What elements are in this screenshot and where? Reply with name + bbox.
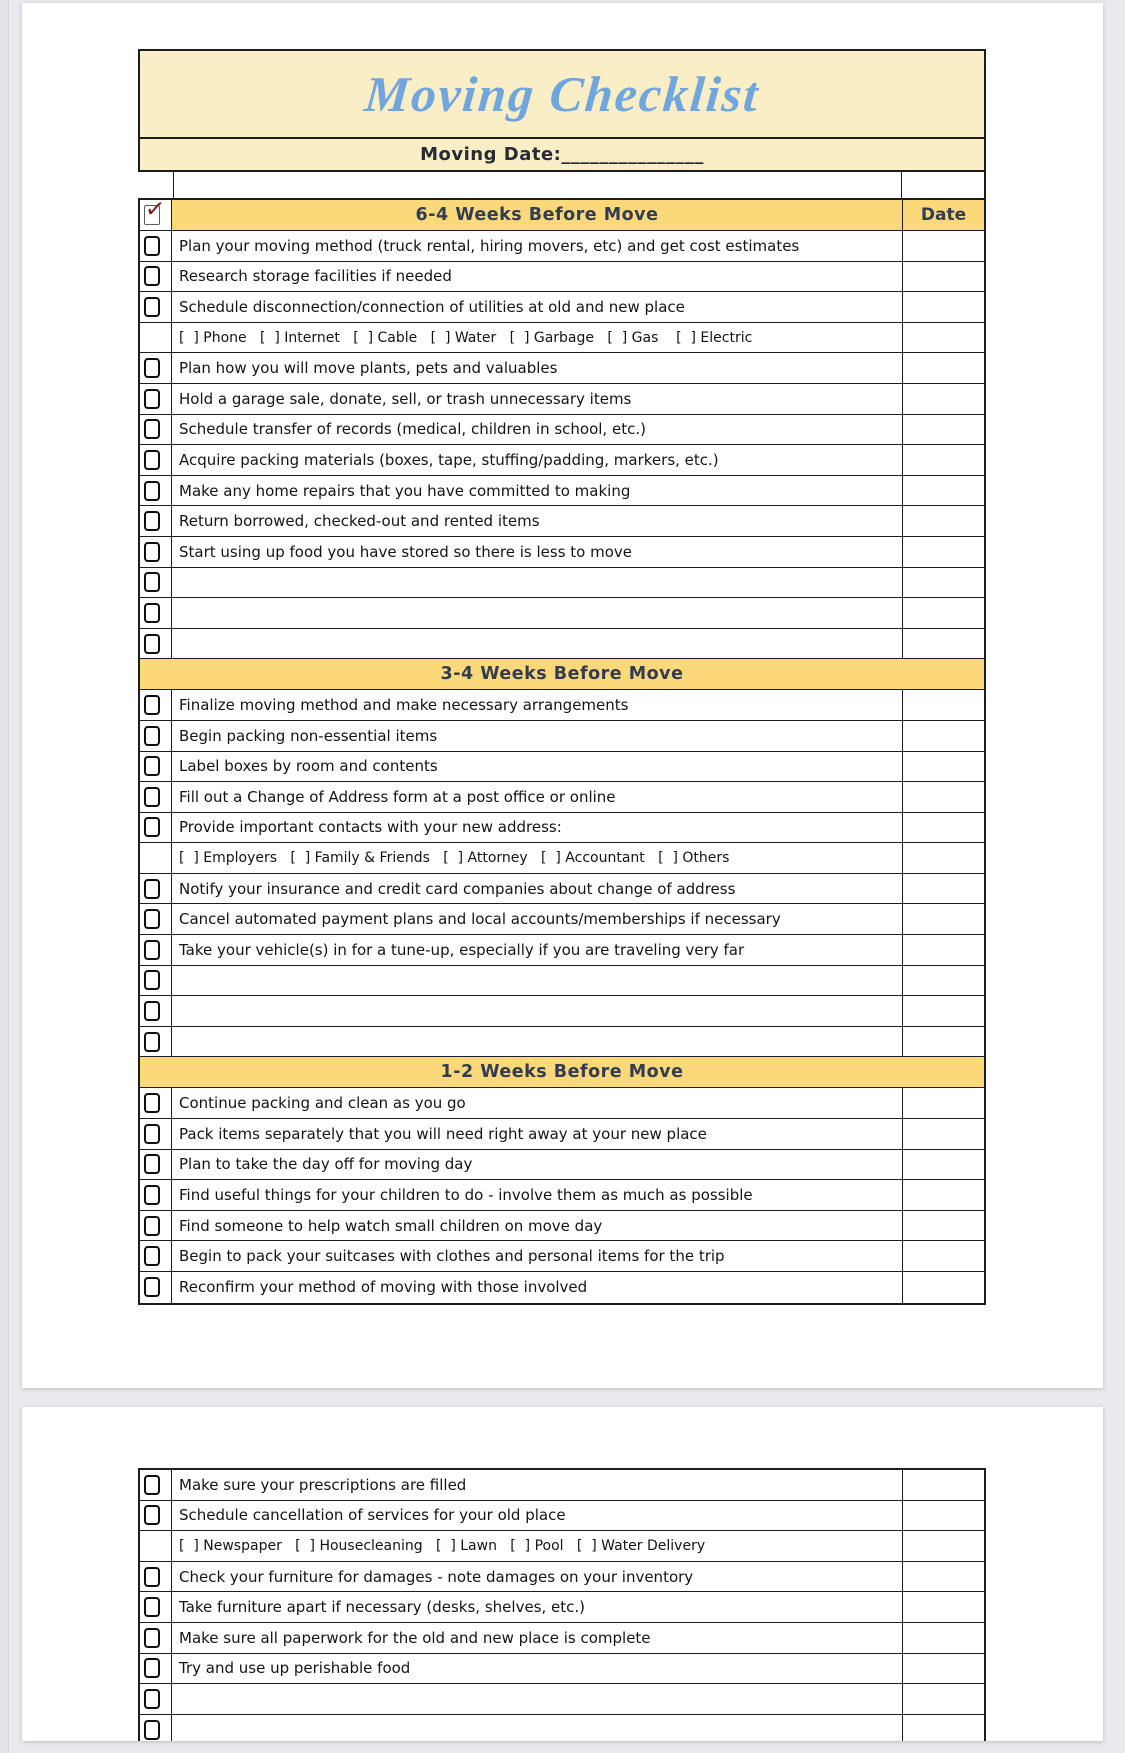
task-text	[172, 1684, 903, 1714]
checkbox-cell	[140, 1150, 172, 1180]
date-cell[interactable]	[903, 537, 984, 567]
date-cell[interactable]	[903, 629, 984, 659]
checkbox[interactable]	[144, 1216, 160, 1236]
checkbox-cell	[140, 1272, 172, 1303]
checklist-row	[140, 935, 984, 966]
checklist-row	[140, 1027, 984, 1058]
checklist-row	[140, 1241, 984, 1272]
checklist-table-continued	[138, 1468, 986, 1741]
checkbox-cell	[140, 1211, 172, 1241]
date-cell[interactable]	[903, 752, 984, 782]
checkbox-cell	[140, 1470, 172, 1500]
checkbox-cell	[140, 904, 172, 934]
checkbox-cell	[140, 1501, 172, 1531]
checklist-row	[140, 568, 984, 599]
date-cell[interactable]	[903, 966, 984, 996]
checkbox[interactable]	[144, 297, 160, 317]
checklist-row	[140, 721, 984, 752]
checkbox-cell	[140, 874, 172, 904]
date-cell[interactable]	[903, 1470, 984, 1500]
checklist-row	[140, 292, 984, 323]
date-cell[interactable]	[903, 1623, 984, 1653]
checkbox[interactable]	[144, 1567, 160, 1587]
checkbox-cell	[140, 813, 172, 843]
checklist-rows-page-1	[138, 194, 986, 1305]
checklist-table	[138, 49, 986, 1305]
checklist-row	[140, 445, 984, 476]
checklist-row	[140, 1623, 984, 1654]
checklist-row	[140, 874, 984, 905]
checklist-row	[140, 476, 984, 507]
task-text: Finalize moving method and make necessary arrangements	[172, 690, 903, 720]
date-cell[interactable]	[903, 874, 984, 904]
checklist-row	[140, 1562, 984, 1593]
checkbox-cell	[140, 1562, 172, 1592]
checkbox-cell	[140, 476, 172, 506]
checklist-row	[140, 966, 984, 997]
checkbox-cell	[140, 629, 172, 659]
checkbox-cell	[140, 721, 172, 751]
date-cell[interactable]	[903, 1027, 984, 1057]
task-text: Plan your moving method (truck rental, hiring movers, etc) and get cost estimates	[172, 231, 903, 261]
moving-date-blank[interactable]: _______________	[561, 144, 704, 165]
divider	[984, 172, 987, 198]
checkbox[interactable]	[144, 756, 160, 776]
checklist-row	[140, 904, 984, 935]
checkbox-cell	[140, 262, 172, 292]
checkbox[interactable]	[144, 1185, 160, 1205]
checkbox[interactable]	[144, 817, 160, 837]
checkbox[interactable]	[144, 1597, 160, 1617]
checkbox-cell	[140, 415, 172, 445]
section-header-row	[140, 1057, 984, 1088]
task-text: Make sure all paperwork for the old and new place is complete	[172, 1623, 903, 1653]
divider	[173, 172, 175, 198]
date-cell[interactable]	[903, 1180, 984, 1210]
checklist-row	[140, 1715, 984, 1741]
checklist-row	[140, 1684, 984, 1715]
checklist-row	[140, 782, 984, 813]
checklist-row	[140, 1119, 984, 1150]
task-text: Cancel automated payment plans and local accounts/memberships if necessary	[172, 904, 903, 934]
task-text: Schedule cancellation of services for your old place	[172, 1501, 903, 1531]
checklist-row	[140, 1272, 984, 1303]
date-cell[interactable]	[903, 231, 984, 261]
checkbox-cell	[140, 935, 172, 965]
task-text: [ ] Phone [ ] Internet [ ] Cable [ ] Water [ ] Garbage [ ] Gas [ ] Electric	[172, 323, 903, 353]
task-text: Try and use up perishable food	[172, 1654, 903, 1684]
checkbox[interactable]	[144, 1032, 160, 1052]
date-cell[interactable]	[903, 1531, 984, 1561]
section-header-row	[140, 659, 984, 690]
checkbox-cell	[140, 782, 172, 812]
checklist-row	[140, 690, 984, 721]
checkbox-cell	[140, 445, 172, 475]
task-text	[172, 966, 903, 996]
date-cell[interactable]	[903, 813, 984, 843]
checkbox-cell	[140, 292, 172, 322]
checkbox-cell	[140, 384, 172, 414]
task-text: Reconfirm your method of moving with those involved	[172, 1272, 903, 1303]
date-cell[interactable]	[903, 262, 984, 292]
checkbox[interactable]	[144, 1246, 160, 1266]
checkbox[interactable]	[144, 389, 160, 409]
checkbox[interactable]	[144, 266, 160, 286]
checkbox[interactable]	[144, 511, 160, 531]
checkbox-cell	[140, 996, 172, 1026]
task-text: Continue packing and clean as you go	[172, 1088, 903, 1118]
checklist-row	[140, 537, 984, 568]
page-1	[22, 3, 1103, 1388]
date-cell[interactable]	[903, 568, 984, 598]
checklist-row	[140, 506, 984, 537]
header-checkbox[interactable]	[143, 194, 167, 225]
task-text: Pack items separately that you will need right away at your new place	[172, 1119, 903, 1149]
checkbox-cell	[140, 506, 172, 536]
checklist-row	[140, 598, 984, 629]
date-cell[interactable]	[903, 323, 984, 353]
task-text: Make any home repairs that you have committed to making	[172, 476, 903, 506]
checklist-row	[140, 996, 984, 1027]
task-text: Provide important contacts with your new address:	[172, 813, 903, 843]
task-text	[172, 629, 903, 659]
checkbox[interactable]	[144, 1277, 160, 1297]
checklist-row	[140, 752, 984, 783]
date-cell[interactable]	[903, 843, 984, 873]
date-cell[interactable]	[903, 1562, 984, 1592]
section-header-label: 3-4 Weeks Before Move	[140, 659, 984, 689]
checklist-row	[140, 231, 984, 262]
checklist-row	[140, 323, 984, 354]
task-text: Hold a garage sale, donate, sell, or trash unnecessary items	[172, 384, 903, 414]
checkbox[interactable]	[144, 572, 160, 592]
date-cell[interactable]	[903, 782, 984, 812]
date-cell[interactable]	[903, 690, 984, 720]
checkbox[interactable]	[144, 419, 160, 439]
task-text: Research storage facilities if needed	[172, 262, 903, 292]
task-text: Schedule disconnection/connection of utilities at old and new place	[172, 292, 903, 322]
checklist-row	[140, 1654, 984, 1685]
checkbox-cell	[140, 1684, 172, 1714]
checkbox[interactable]	[144, 1628, 160, 1648]
date-cell[interactable]	[903, 904, 984, 934]
date-cell[interactable]	[903, 1119, 984, 1149]
checkbox-cell	[140, 1654, 172, 1684]
checkbox[interactable]	[144, 603, 160, 623]
section-header-label: 6-4 Weeks Before Move	[172, 200, 903, 230]
date-cell[interactable]	[903, 598, 984, 628]
checkbox[interactable]	[144, 1154, 160, 1174]
date-column-header: Date	[903, 200, 984, 230]
task-text	[172, 1027, 903, 1057]
checkbox-cell	[140, 843, 172, 873]
checkbox-cell	[140, 1715, 172, 1741]
checkbox[interactable]	[144, 940, 160, 960]
checklist-row	[140, 629, 984, 660]
checkbox-cell	[140, 1241, 172, 1271]
task-text: Begin to pack your suitcases with clothes and personal items for the trip	[172, 1241, 903, 1271]
checkbox-cell	[140, 1592, 172, 1622]
checkbox[interactable]	[144, 787, 160, 807]
moving-date-row	[140, 139, 984, 170]
checklist-rows-page-2	[138, 1468, 986, 1741]
checkbox-cell	[140, 537, 172, 567]
task-text: Fill out a Change of Address form at a post office or online	[172, 782, 903, 812]
checklist-row	[140, 262, 984, 293]
date-cell[interactable]	[903, 1501, 984, 1531]
checkbox[interactable]	[144, 1689, 160, 1709]
date-cell[interactable]	[903, 1150, 984, 1180]
date-cell[interactable]	[903, 506, 984, 536]
checkbox[interactable]	[144, 1093, 160, 1113]
checkmark-icon: ✓	[143, 194, 167, 224]
checklist-row	[140, 1470, 984, 1501]
checkbox[interactable]	[144, 695, 160, 715]
checkbox-cell	[140, 1088, 172, 1118]
checkbox[interactable]	[144, 450, 160, 470]
checkbox[interactable]	[144, 634, 160, 654]
task-text: Notify your insurance and credit card companies about change of address	[172, 874, 903, 904]
checklist-row	[140, 1501, 984, 1532]
checklist-row	[140, 353, 984, 384]
document-title: Moving Checklist	[362, 66, 762, 122]
checkbox-cell	[140, 568, 172, 598]
checklist-row	[140, 1180, 984, 1211]
checkbox[interactable]	[144, 542, 160, 562]
task-text	[172, 996, 903, 1026]
checkbox-cell	[140, 690, 172, 720]
task-text: Start using up food you have stored so there is less to move	[172, 537, 903, 567]
checkbox-cell	[140, 1531, 172, 1561]
checkbox-cell	[140, 323, 172, 353]
checklist-row	[140, 813, 984, 844]
checkbox[interactable]	[144, 1658, 160, 1678]
checkbox[interactable]	[144, 1720, 160, 1740]
checkbox[interactable]	[144, 879, 160, 899]
date-cell[interactable]	[903, 384, 984, 414]
checkbox-cell	[140, 752, 172, 782]
checkbox-cell	[140, 1623, 172, 1653]
date-cell[interactable]	[903, 1654, 984, 1684]
task-text: Take furniture apart if necessary (desks, shelves, etc.)	[172, 1592, 903, 1622]
task-text	[172, 598, 903, 628]
task-text: [ ] Employers [ ] Family & Friends [ ] Attorney [ ] Accountant [ ] Others	[172, 843, 903, 873]
checklist-row	[140, 1150, 984, 1181]
task-text: Find someone to help watch small children on move day	[172, 1211, 903, 1241]
date-cell[interactable]	[903, 445, 984, 475]
checklist-row	[140, 384, 984, 415]
date-cell[interactable]	[903, 1715, 984, 1741]
checkbox-cell	[140, 231, 172, 261]
date-cell[interactable]	[903, 996, 984, 1026]
spacer-row	[138, 172, 986, 198]
task-text: Return borrowed, checked-out and rented items	[172, 506, 903, 536]
checklist-row	[140, 843, 984, 874]
moving-date-label: Moving Date:	[420, 144, 562, 165]
date-cell[interactable]	[903, 1592, 984, 1622]
task-text: Make sure your prescriptions are filled	[172, 1470, 903, 1500]
date-cell[interactable]	[903, 721, 984, 751]
date-cell[interactable]	[903, 935, 984, 965]
task-text	[172, 1715, 903, 1741]
divider	[901, 172, 903, 198]
task-text: Take your vehicle(s) in for a tune-up, especially if you are traveling very far	[172, 935, 903, 965]
checkbox[interactable]	[144, 726, 160, 746]
checkbox-cell	[140, 1180, 172, 1210]
checklist-row	[140, 415, 984, 446]
checkbox-cell	[140, 1027, 172, 1057]
title-band	[140, 51, 984, 139]
section-header-label: 1-2 Weeks Before Move	[140, 1057, 984, 1087]
checkbox[interactable]	[144, 909, 160, 929]
task-text: Label boxes by room and contents	[172, 752, 903, 782]
task-text: Check your furniture for damages - note damages on your inventory	[172, 1562, 903, 1592]
task-text	[172, 568, 903, 598]
checkbox[interactable]	[144, 481, 160, 501]
checklist-row	[140, 1531, 984, 1562]
checkbox[interactable]	[144, 1124, 160, 1144]
task-text: Acquire packing materials (boxes, tape, stuffing/padding, markers, etc.)	[172, 445, 903, 475]
checkbox[interactable]	[144, 970, 160, 990]
date-cell[interactable]	[903, 1684, 984, 1714]
viewer-left-margin	[0, 0, 9, 1753]
checkbox[interactable]	[144, 1001, 160, 1021]
task-text: Plan to take the day off for moving day	[172, 1150, 903, 1180]
page-2	[22, 1407, 1103, 1741]
date-cell[interactable]	[903, 1241, 984, 1271]
date-cell[interactable]	[903, 415, 984, 445]
task-text: Find useful things for your children to do - involve them as much as possible	[172, 1180, 903, 1210]
date-cell[interactable]	[903, 476, 984, 506]
task-text: Plan how you will move plants, pets and valuables	[172, 353, 903, 383]
date-cell[interactable]	[903, 1088, 984, 1118]
date-cell[interactable]	[903, 1211, 984, 1241]
checklist-row	[140, 1088, 984, 1119]
task-text: [ ] Newspaper [ ] Housecleaning [ ] Lawn [ ] Pool [ ] Water Delivery	[172, 1531, 903, 1561]
checkbox-cell	[140, 1119, 172, 1149]
task-text: Begin packing non-essential items	[172, 721, 903, 751]
checkbox-cell	[140, 353, 172, 383]
section-header-row	[140, 194, 984, 231]
date-cell[interactable]	[903, 1272, 984, 1303]
checkbox-cell	[140, 966, 172, 996]
date-cell[interactable]	[903, 292, 984, 322]
checkbox[interactable]	[144, 236, 160, 256]
checklist-row	[140, 1211, 984, 1242]
checkbox-cell	[140, 598, 172, 628]
checkbox[interactable]	[144, 1505, 160, 1525]
checkbox[interactable]	[144, 358, 160, 378]
checkbox[interactable]	[144, 1475, 160, 1495]
checklist-row	[140, 1592, 984, 1623]
header-check-cell	[140, 194, 172, 230]
date-cell[interactable]	[903, 353, 984, 383]
title-block	[138, 49, 986, 172]
task-text: Schedule transfer of records (medical, children in school, etc.)	[172, 415, 903, 445]
